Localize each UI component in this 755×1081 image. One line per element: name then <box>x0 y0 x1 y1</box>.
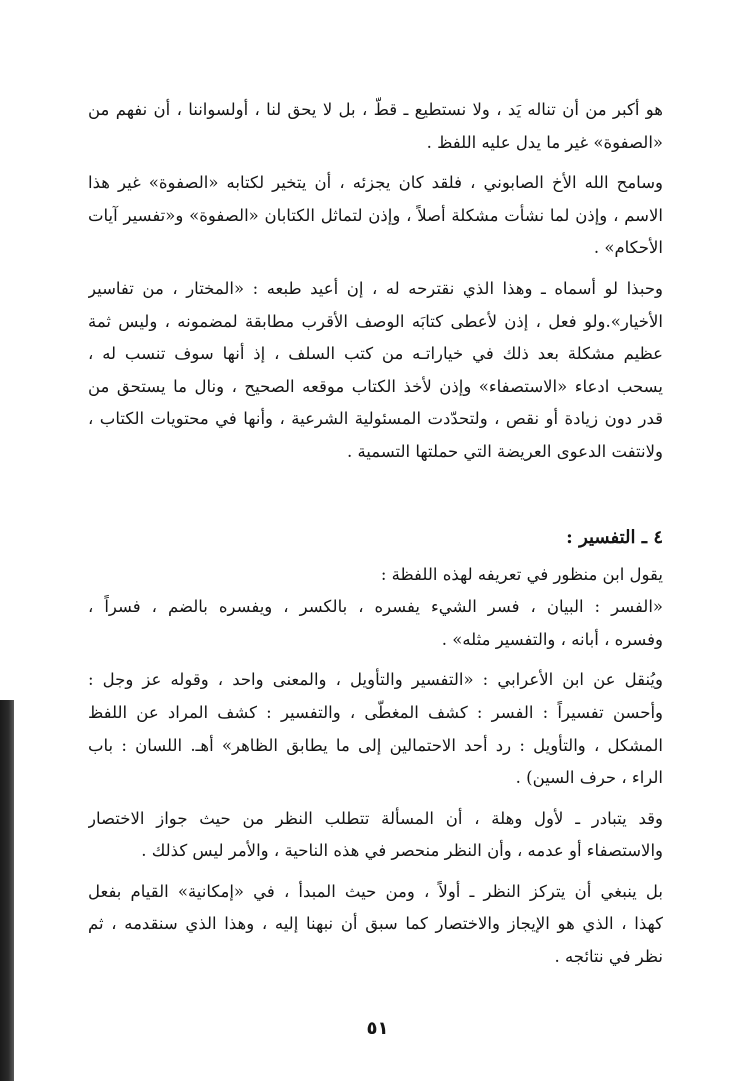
text-line: قدر دون زيادة أو نقص ، ولتحدّدت المسئولية الشرعية ، وأنها في محتويات الكتاب ، <box>88 409 663 429</box>
text-line: المشكل ، والتأويل : رد أحد الاحتمالين إلى ما يطابق الظاهر» أهـ. اللسان : باب <box>88 735 663 755</box>
text-line: وسامح الله الأخ الصابوني ، فلقد كان يجزئه ، أن يتخير لكتابه «الصفوة» غير هذا <box>88 173 663 193</box>
paragraph <box>88 94 663 159</box>
text-line: الأخيار».ولو فعل ، إذن لأعطى كتابَه الوصف الأقرب مطابقة لمضمونه ، وليس ثمة <box>88 311 663 331</box>
text-line: يقول ابن منظور في تعريفه لهذه اللفظة : <box>380 564 663 584</box>
text-line: «الصفوة» غير ما يدل عليه اللفظ . <box>426 132 663 152</box>
text-line: ولانتفت الدعوى العريضة التي حملتها التسمية . <box>346 441 663 461</box>
text-line: ويُنقل عن ابن الأعرابي : «التفسير والتأويل ، والمعنى واحد ، وقوله عز وجل : <box>88 670 663 690</box>
text-line: عظيم مشكلة بعد ذلك في خياراتـه من كتب السلف ، إذ أنها سوف تنسب له ، <box>88 344 663 364</box>
paragraph <box>88 559 663 657</box>
text-line: الراء ، حرف السين) . <box>515 768 663 788</box>
paragraph <box>88 167 663 265</box>
text-line: وقد يتبادر ـ لأول وهلة ، أن المسألة تتطلب النظر من حيث جواز الاختصار <box>88 808 663 828</box>
text-line: والاستصفاء أو عدمه ، وأن النظر منحصر في هذه الناحية ، والأمر ليس كذلك . <box>141 841 663 861</box>
page-number: ٥١ <box>366 1018 389 1039</box>
text-line: وحبذا لو أسماه ـ وهذا الذي نقترحه له ، إن أعيد طبعه : «المختار ، من تفاسير <box>88 278 663 298</box>
paragraph <box>88 803 663 868</box>
section-heading: ٤ ـ التفسير : <box>566 526 663 548</box>
text-line: وأحسن تفسيراً : الفسر : كشف المغطّى ، والتفسير : كشف المراد عن اللفظ <box>88 702 663 722</box>
text-line: «الفسر : البيان ، فسر الشيء يفسره ، بالكسر ، ويفسره بالضم ، فسراً ، <box>88 597 663 617</box>
paragraph <box>88 273 663 469</box>
page-body <box>88 94 663 982</box>
text-line: الأحكام» . <box>593 238 663 258</box>
text-line: هو أكبر من أن تناله يَد ، ولا نستطيع ـ قطّ ، بل لا يحق لنا ، أولسواننا ، أن نفهم من <box>88 100 663 119</box>
text-line: نظر في نتائجه . <box>554 947 663 967</box>
text-line: بل ينبغي أن يتركز النظر ـ أولاً ، ومن حيث المبدأ ، في «إمكانية» القيام بفعل <box>88 881 663 901</box>
text-line: كهذا ، الذي هو الإيجاز والاختصار كما سبق أن نبهنا إليه ، وهذا الذي سنقدمه ، ثم <box>88 914 663 934</box>
text-line: وفسره ، أبانه ، والتفسير مثله» . <box>441 629 663 649</box>
text-line: يسحب ادعاء «الاستصفاء» وإذن لأخذ الكتاب موقعه الصحيح ، ونال ما يستحق من <box>88 376 663 396</box>
text-line: الاسم ، وإذن لما نشأت مشكلة أصلاً ، وإذن لتماثل الكتابان «الصفوة» و«تفسير آيات <box>88 205 663 225</box>
paragraph <box>88 664 663 794</box>
paragraph <box>88 876 663 974</box>
